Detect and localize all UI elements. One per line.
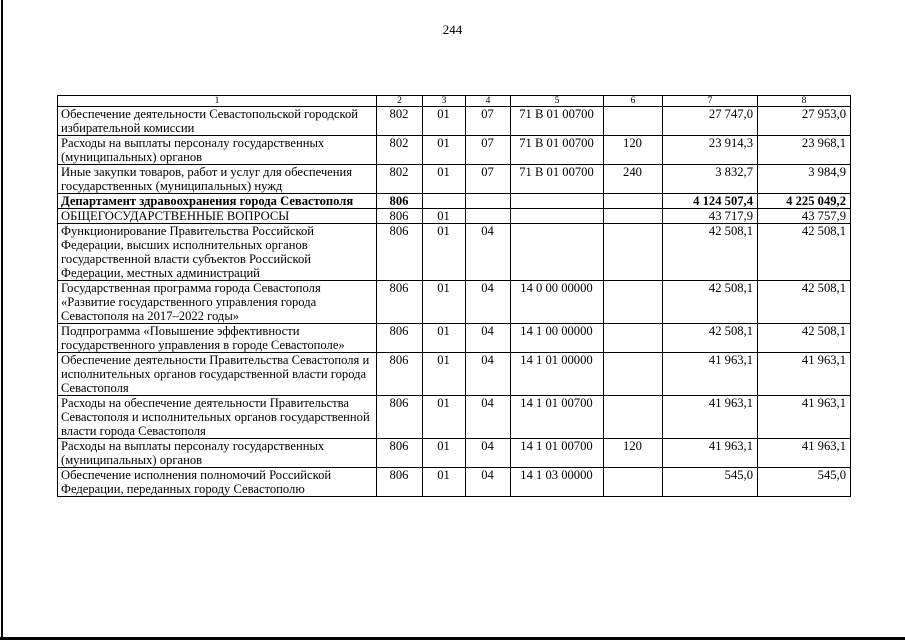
table-row [58, 468, 851, 497]
column-header-6: 6 [604, 96, 663, 107]
amount-cell-col8: 42 508,1 [758, 224, 851, 281]
subsection-cell: 04 [466, 468, 511, 497]
amount-cell-col8: 545,0 [758, 468, 851, 497]
subsection-cell: 04 [466, 324, 511, 353]
expense-type-cell [604, 324, 663, 353]
amount-cell-col8: 41 963,1 [758, 396, 851, 439]
grbs-cell: 806 [377, 439, 423, 468]
grbs-cell: 806 [377, 324, 423, 353]
expense-type-cell [604, 353, 663, 396]
section-cell: 01 [423, 209, 466, 224]
row-name-cell: Иные закупки товаров, работ и услуг для обеспечения государственных (муниципальных) нужд [58, 165, 377, 194]
subsection-cell [466, 209, 511, 224]
target-item-cell: 14 1 01 00700 [511, 439, 604, 468]
row-name-cell: Расходы на выплаты персоналу государственных (муниципальных) органов [58, 439, 377, 468]
amount-cell-col7: 43 717,9 [663, 209, 758, 224]
expense-type-cell: 120 [604, 136, 663, 165]
target-item-cell: 14 1 03 00000 [511, 468, 604, 497]
expense-type-cell [604, 107, 663, 136]
subsection-cell: 04 [466, 396, 511, 439]
subsection-cell [466, 194, 511, 209]
amount-cell-col8: 43 757,9 [758, 209, 851, 224]
table-header-row [58, 96, 851, 107]
target-item-cell: 71 В 01 00700 [511, 165, 604, 194]
target-item-cell [511, 224, 604, 281]
target-item-cell [511, 194, 604, 209]
amount-cell-col7: 42 508,1 [663, 281, 758, 324]
row-name-cell: Подпрограмма «Повышение эффективности государственного управления в городе Севастополе» [58, 324, 377, 353]
table-row [58, 439, 851, 468]
table-row [58, 281, 851, 324]
table-row [58, 324, 851, 353]
grbs-cell: 802 [377, 107, 423, 136]
page-number: 244 [442, 22, 463, 37]
grbs-cell: 802 [377, 136, 423, 165]
section-cell: 01 [423, 353, 466, 396]
amount-cell-col8: 3 984,9 [758, 165, 851, 194]
column-header-3: 3 [423, 96, 466, 107]
amount-cell-col8: 23 968,1 [758, 136, 851, 165]
table-row [58, 136, 851, 165]
table-row [58, 209, 851, 224]
section-cell: 01 [423, 224, 466, 281]
row-name-cell: Департамент здравоохранения города Севастополя [58, 194, 377, 209]
column-header-2: 2 [377, 96, 423, 107]
expense-type-cell: 240 [604, 165, 663, 194]
row-name-cell: Расходы на выплаты персоналу государственных (муниципальных) органов [58, 136, 377, 165]
expense-type-cell [604, 396, 663, 439]
subsection-cell: 07 [466, 136, 511, 165]
column-header-8: 8 [758, 96, 851, 107]
amount-cell-col7: 42 508,1 [663, 224, 758, 281]
amount-cell-col7: 41 963,1 [663, 396, 758, 439]
amount-cell-col8: 42 508,1 [758, 281, 851, 324]
subsection-cell: 04 [466, 224, 511, 281]
expense-type-cell [604, 224, 663, 281]
section-cell [423, 194, 466, 209]
target-item-cell: 14 0 00 00000 [511, 281, 604, 324]
amount-cell-col7: 23 914,3 [663, 136, 758, 165]
expense-type-cell [604, 194, 663, 209]
column-header-7: 7 [663, 96, 758, 107]
expense-type-cell [604, 209, 663, 224]
section-cell: 01 [423, 136, 466, 165]
row-name-cell: ОБЩЕГОСУДАРСТВЕННЫЕ ВОПРОСЫ [58, 209, 377, 224]
amount-cell-col8: 27 953,0 [758, 107, 851, 136]
amount-cell-col7: 3 832,7 [663, 165, 758, 194]
grbs-cell: 806 [377, 468, 423, 497]
target-item-cell: 14 1 01 00700 [511, 396, 604, 439]
expense-type-cell [604, 281, 663, 324]
grbs-cell: 806 [377, 396, 423, 439]
table-row [58, 396, 851, 439]
amount-cell-col7: 545,0 [663, 468, 758, 497]
target-item-cell: 14 1 01 00000 [511, 353, 604, 396]
row-name-cell: Обеспечение деятельности Севастопольской городской избирательной комиссии [58, 107, 377, 136]
expense-type-cell: 120 [604, 439, 663, 468]
section-cell: 01 [423, 468, 466, 497]
expense-type-cell [604, 468, 663, 497]
amount-cell-col7: 4 124 507,4 [663, 194, 758, 209]
subsection-cell: 07 [466, 107, 511, 136]
budget-table [57, 95, 851, 497]
section-cell: 01 [423, 281, 466, 324]
subsection-cell: 04 [466, 439, 511, 468]
section-cell: 01 [423, 396, 466, 439]
table-row [58, 165, 851, 194]
amount-cell-col8: 42 508,1 [758, 324, 851, 353]
table-row [58, 224, 851, 281]
section-cell: 01 [423, 107, 466, 136]
table-row [58, 107, 851, 136]
amount-cell-col7: 41 963,1 [663, 439, 758, 468]
section-cell: 01 [423, 165, 466, 194]
grbs-cell: 806 [377, 209, 423, 224]
page-border-left [1, 0, 3, 640]
row-name-cell: Обеспечение исполнения полномочий Российской Федерации, переданных городу Севастополю [58, 468, 377, 497]
grbs-cell: 806 [377, 281, 423, 324]
amount-cell-col8: 41 963,1 [758, 439, 851, 468]
grbs-cell: 802 [377, 165, 423, 194]
table-row [58, 194, 851, 209]
row-name-cell: Государственная программа города Севастополя «Развитие государственного управления города Севастополя на 2017–2022 годы» [58, 281, 377, 324]
target-item-cell: 14 1 00 00000 [511, 324, 604, 353]
grbs-cell: 806 [377, 224, 423, 281]
column-header-4: 4 [466, 96, 511, 107]
row-name-cell: Функционирование Правительства Российской Федерации, высших исполнительных органов государственной власти субъектов Российской Федерации, местных администраций [58, 224, 377, 281]
target-item-cell: 71 В 01 00700 [511, 136, 604, 165]
row-name-cell: Обеспечение деятельности Правительства Севастополя и исполнительных органов государственной власти города Севастополя [58, 353, 377, 396]
column-header-5: 5 [511, 96, 604, 107]
subsection-cell: 04 [466, 353, 511, 396]
amount-cell-col7: 41 963,1 [663, 353, 758, 396]
target-item-cell: 71 В 01 00700 [511, 107, 604, 136]
subsection-cell: 07 [466, 165, 511, 194]
row-name-cell: Расходы на обеспечение деятельности Правительства Севастополя и исполнительных органов государственной власти города Севастополя [58, 396, 377, 439]
amount-cell-col8: 41 963,1 [758, 353, 851, 396]
section-cell: 01 [423, 324, 466, 353]
table-row [58, 353, 851, 396]
column-header-1: 1 [58, 96, 377, 107]
target-item-cell [511, 209, 604, 224]
amount-cell-col7: 27 747,0 [663, 107, 758, 136]
section-cell: 01 [423, 439, 466, 468]
amount-cell-col7: 42 508,1 [663, 324, 758, 353]
amount-cell-col8: 4 225 049,2 [758, 194, 851, 209]
subsection-cell: 04 [466, 281, 511, 324]
grbs-cell: 806 [377, 194, 423, 209]
grbs-cell: 806 [377, 353, 423, 396]
